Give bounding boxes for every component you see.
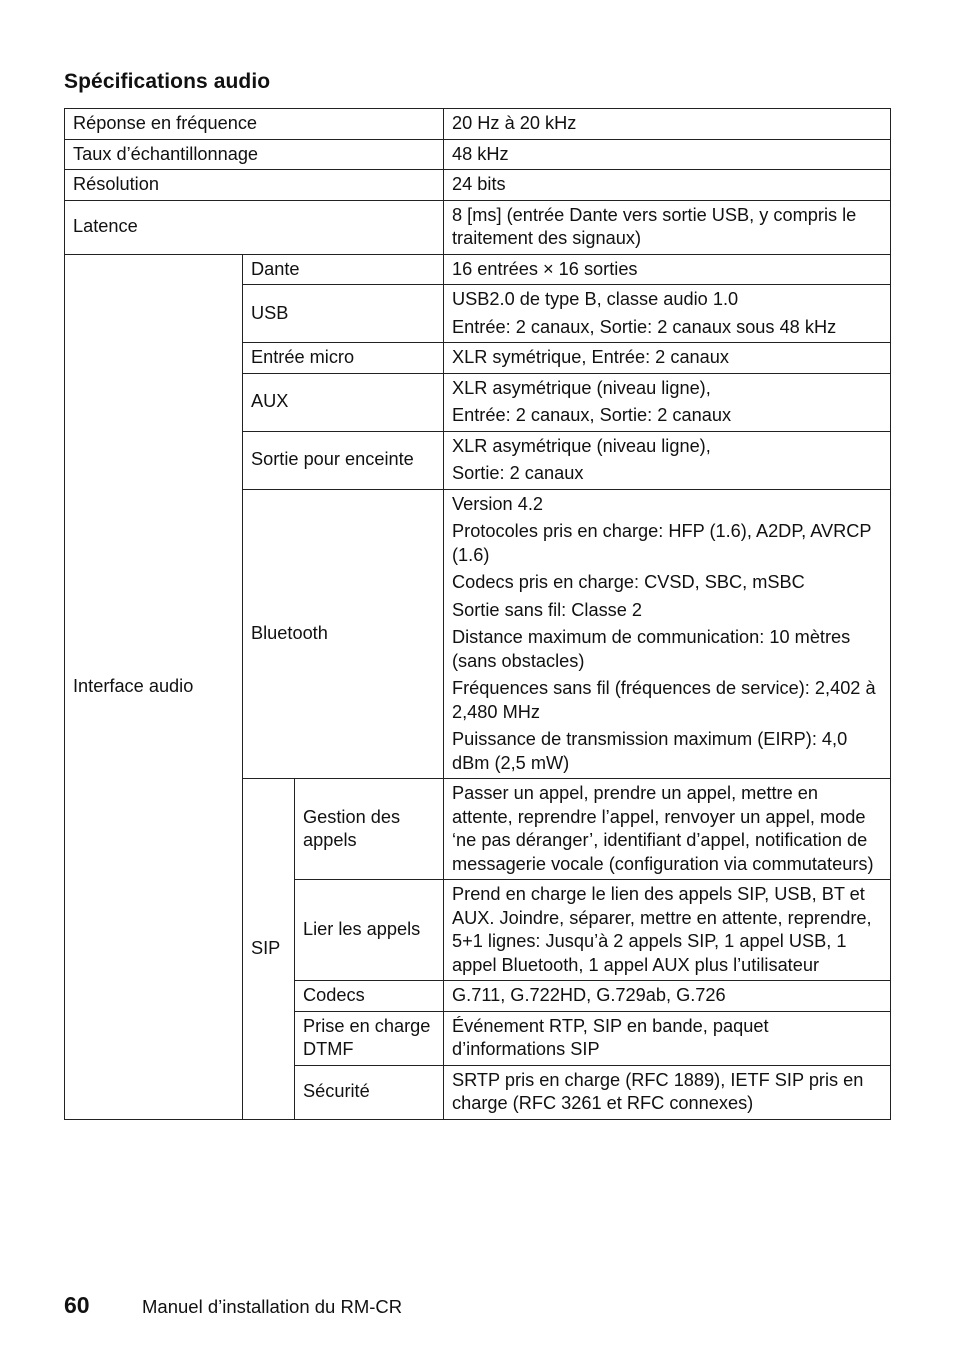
page-number: 60 <box>64 1292 90 1318</box>
page-footer <box>64 1292 402 1319</box>
label-latency: Latence <box>65 200 444 254</box>
audio-spec-table <box>64 108 891 1120</box>
value-usb <box>444 285 891 343</box>
value-bluetooth <box>444 489 891 779</box>
value-latency: 8 [ms] (entrée Dante vers sortie USB, y compris le traitement des signaux) <box>444 200 891 254</box>
label-dtmf: Prise en charge DTMF <box>295 1011 444 1065</box>
bluetooth-line: Protocoles pris en charge: HFP (1.6), A2DP, AVRCP (1.6) <box>452 521 872 565</box>
row-sampling <box>65 139 891 170</box>
aux-line: Entrée: 2 canaux, Sortie: 2 canaux <box>452 405 732 425</box>
speaker-line: XLR asymétrique (niveau ligne), <box>452 435 711 456</box>
label-audio-interface: Interface audio <box>65 254 243 1119</box>
value-sampling: 48 kHz <box>444 139 891 170</box>
value-mic: XLR symétrique, Entrée: 2 canaux <box>444 343 891 374</box>
label-call-management: Gestion des appels <box>295 779 444 880</box>
bluetooth-line: Version 4.2 <box>452 493 543 514</box>
manual-title: Manuel d’installation du RM-CR <box>142 1296 403 1317</box>
row-resolution <box>65 170 891 201</box>
value-dante: 16 entrées × 16 sorties <box>444 254 891 285</box>
label-frequency: Réponse en fréquence <box>65 109 444 140</box>
label-sampling: Taux d’échantillonnage <box>65 139 444 170</box>
label-usb: USB <box>243 285 444 343</box>
usb-line: USB2.0 de type B, classe audio 1.0 <box>452 289 739 309</box>
value-aux <box>444 373 891 431</box>
bluetooth-line: Sortie sans fil: Classe 2 <box>452 599 643 620</box>
label-speaker: Sortie pour enceinte <box>243 431 444 489</box>
usb-line: Entrée: 2 canaux, Sortie: 2 canaux sous 48 kHz <box>452 316 837 337</box>
value-link-calls: Prend en charge le lien des appels SIP, USB, BT et AUX. Joindre, séparer, mettre en attente, reprendre, 5+1 lignes: Jusqu’à 2 appels SIP, 1 appel USB, 1 appel Bluetooth, 1 appel AUX plus l’utilisateur <box>444 880 891 981</box>
label-sip: SIP <box>243 779 295 1120</box>
label-codecs: Codecs <box>295 981 444 1012</box>
aux-line: XLR asymétrique (niveau ligne), <box>452 377 711 398</box>
speaker-line: Sortie: 2 canaux <box>452 463 584 483</box>
bluetooth-line: Codecs pris en charge: CVSD, SBC, mSBC <box>452 572 805 592</box>
value-security: SRTP pris en charge (RFC 1889), IETF SIP pris en charge (RFC 3261 et RFC connexes) <box>444 1065 891 1119</box>
label-aux: AUX <box>243 373 444 431</box>
label-link-calls: Lier les appels <box>295 880 444 981</box>
bluetooth-line: Puissance de transmission maximum (EIRP): 4,0 dBm (2,5 mW) <box>452 729 848 773</box>
label-mic: Entrée micro <box>243 343 444 374</box>
label-resolution: Résolution <box>65 170 444 201</box>
value-speaker <box>444 431 891 489</box>
value-codecs: G.711, G.722HD, G.729ab, G.726 <box>444 981 891 1012</box>
value-frequency: 20 Hz à 20 kHz <box>444 109 891 140</box>
value-call-management: Passer un appel, prendre un appel, mettre en attente, reprendre l’appel, renvoyer un appel, mode ‘ne pas déranger’, identifiant d’appel, notification de messagerie vocale (configuration via commutateurs) <box>444 779 891 880</box>
label-dante: Dante <box>243 254 444 285</box>
section-title: Spécifications audio <box>64 70 271 93</box>
row-frequency <box>65 109 891 140</box>
label-bluetooth: Bluetooth <box>243 489 444 779</box>
value-resolution: 24 bits <box>444 170 891 201</box>
row-latency <box>65 200 891 254</box>
bluetooth-line: Fréquences sans fil (fréquences de service): 2,402 à 2,480 MHz <box>452 678 876 722</box>
label-security: Sécurité <box>295 1065 444 1119</box>
row-dante <box>65 254 891 285</box>
value-dtmf: Événement RTP, SIP en bande, paquet d’informations SIP <box>444 1011 891 1065</box>
bluetooth-line: Distance maximum de communication: 10 mètres (sans obstacles) <box>452 627 851 671</box>
